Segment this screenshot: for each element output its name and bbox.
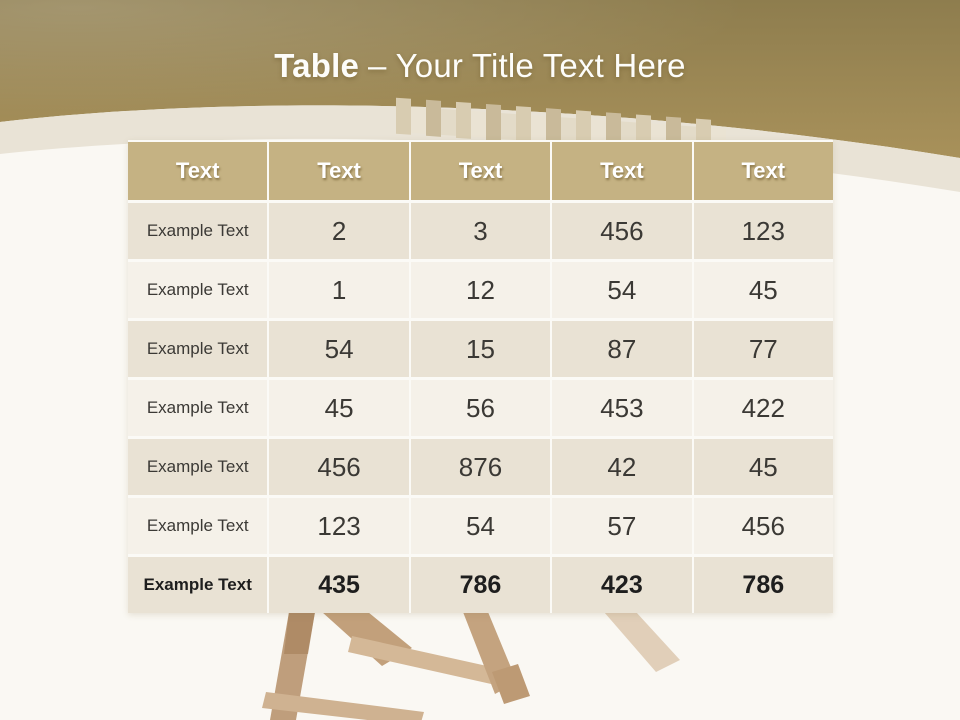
table-cell[interactable]: 786 xyxy=(411,557,550,613)
row-label-cell[interactable]: Example Text xyxy=(128,321,267,377)
row-label-cell[interactable]: Example Text xyxy=(128,262,267,318)
row-label-cell[interactable]: Example Text xyxy=(128,498,267,554)
row-label-cell[interactable]: Example Text xyxy=(128,380,267,436)
table-cell[interactable]: 1 xyxy=(269,262,408,318)
table-cell[interactable]: 56 xyxy=(411,380,550,436)
table-cell[interactable]: 54 xyxy=(552,262,691,318)
table-cell[interactable]: 54 xyxy=(411,498,550,554)
table-header-cell[interactable]: Text xyxy=(128,142,267,200)
table-header-cell[interactable]: Text xyxy=(552,142,691,200)
table-cell[interactable]: 422 xyxy=(694,380,833,436)
row-label-cell[interactable]: Example Text xyxy=(128,203,267,259)
table-cell[interactable]: 2 xyxy=(269,203,408,259)
table-cell[interactable]: 12 xyxy=(411,262,550,318)
table-cell[interactable]: 57 xyxy=(552,498,691,554)
table-cell[interactable]: 876 xyxy=(411,439,550,495)
slide-title-text: Your Title Text Here xyxy=(395,47,686,84)
table-cell[interactable]: 45 xyxy=(694,262,833,318)
slide-title-separator: – xyxy=(368,47,387,84)
table-cell[interactable]: 423 xyxy=(552,557,691,613)
table-cell[interactable]: 87 xyxy=(552,321,691,377)
table-cell[interactable]: 786 xyxy=(694,557,833,613)
table-header-cell[interactable]: Text xyxy=(694,142,833,200)
table-header-cell[interactable]: Text xyxy=(411,142,550,200)
slide-title[interactable] xyxy=(0,46,960,86)
slide-title-keyword: Table xyxy=(274,47,360,84)
table-cell[interactable]: 453 xyxy=(552,380,691,436)
table-cell[interactable]: 456 xyxy=(694,498,833,554)
table-cell[interactable]: 15 xyxy=(411,321,550,377)
table-cell[interactable]: 45 xyxy=(694,439,833,495)
table-cell[interactable]: 456 xyxy=(269,439,408,495)
table-cell[interactable]: 77 xyxy=(694,321,833,377)
table-cell[interactable]: 54 xyxy=(269,321,408,377)
table-cell[interactable]: 123 xyxy=(694,203,833,259)
table-header-cell[interactable]: Text xyxy=(269,142,408,200)
table-cell[interactable]: 42 xyxy=(552,439,691,495)
table-cell[interactable]: 45 xyxy=(269,380,408,436)
row-label-cell[interactable]: Example Text xyxy=(128,439,267,495)
table-cell[interactable]: 456 xyxy=(552,203,691,259)
table-cell[interactable]: 3 xyxy=(411,203,550,259)
data-table xyxy=(128,140,833,613)
table-cell[interactable]: 435 xyxy=(269,557,408,613)
row-label-cell[interactable]: Example Text xyxy=(128,557,267,613)
table-cell[interactable]: 123 xyxy=(269,498,408,554)
